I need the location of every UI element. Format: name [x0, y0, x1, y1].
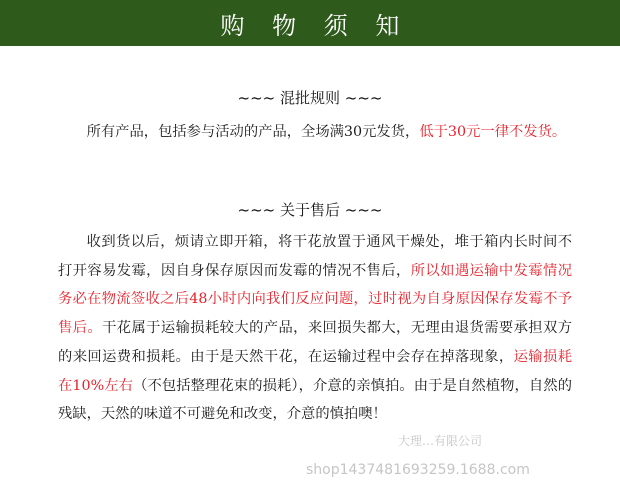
- section-heading-mixed-batch: ~~~ 混批规则 ~~~: [237, 89, 383, 107]
- page-title: 购 物 须 知: [220, 11, 410, 40]
- highlighted-text: 低于30元一律不发货。: [419, 124, 567, 140]
- body-text: 干花属于运输损耗较大的产品，来回损失都大，无理由退货需要承担双方的来回运费和损耗。由于是天然干花，在运输过程中会存在掉落现象，: [58, 320, 572, 365]
- body-text: （不包括整理花束的损耗），介意的亲慎拍。由于是自然植物，自然的残缺，天然的味道不可避免和改变，介意的慎拍噢！: [58, 377, 572, 423]
- section-paragraph-after-sales: [58, 228, 572, 429]
- highlighted-text: 运输损耗在10%左右: [58, 348, 572, 394]
- section-paragraph-mixed-batch: [58, 118, 572, 147]
- highlighted-text: 所以如遇运输中发霉情况务必在物流签收之后48小时内向我们反应问题，过时视为自身原因保存发霉不予售后。: [58, 262, 573, 337]
- body-text: 所有产品，包括参与活动的产品，全场满30元发货，: [86, 124, 420, 140]
- body-text: 收到货以后，烦请立即开箱，将干花放置于通风干燥处，堆于箱内长时间不打开容易发霉，因自身保存原因而发霉的情况不售后，: [58, 234, 572, 279]
- section-heading-after-sales: ~~~ 关于售后 ~~~: [237, 201, 383, 219]
- header-banner: [0, 0, 620, 46]
- watermark-url: shop1437481693259.1688.com: [306, 462, 530, 478]
- watermark-company: 大理…有限公司: [398, 434, 483, 448]
